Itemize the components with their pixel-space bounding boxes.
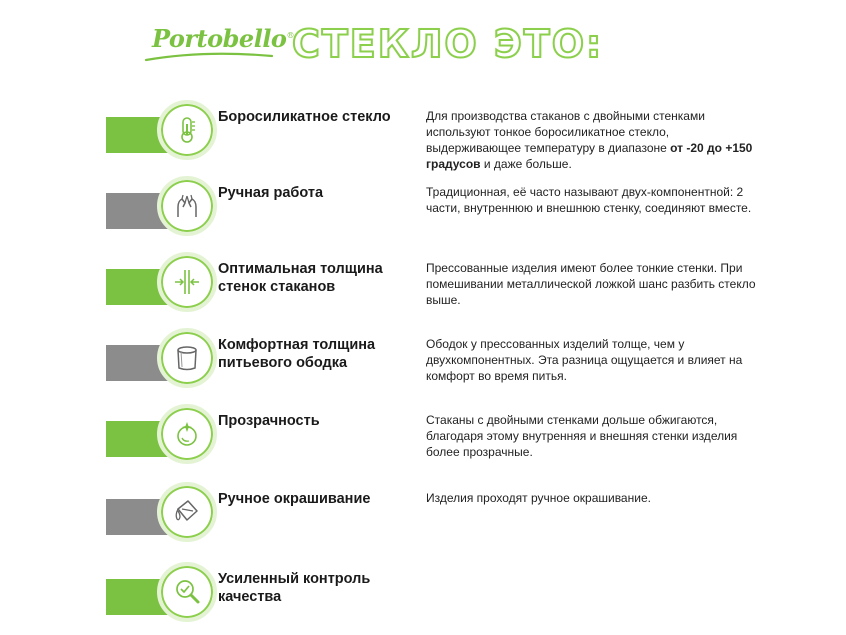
feature-row bbox=[0, 176, 846, 246]
hands-icon bbox=[172, 191, 202, 221]
header bbox=[0, 0, 846, 80]
icon-circle bbox=[157, 252, 217, 312]
brand-registered-mark: ® bbox=[286, 31, 294, 40]
brand-name: Portobello bbox=[152, 24, 287, 53]
row-title: Ручная работа bbox=[218, 185, 324, 201]
row-description: Стаканы с двойными стенками дольше обжигаются, благодаря этому внутренняя и внешняя стенки изделия более прозрачные. bbox=[426, 413, 738, 459]
feature-row bbox=[0, 328, 846, 398]
icon-circle bbox=[157, 482, 217, 542]
row-description: Традиционная, её часто называют двух-компонентной: 2 части, внутреннюю и внешнюю стенку, соединяют вместе. bbox=[426, 185, 752, 215]
feature-row bbox=[0, 252, 846, 322]
wall-thickness-icon bbox=[172, 267, 202, 297]
temperature-range: от -20 до +150 градусов bbox=[426, 141, 753, 171]
row-description: Прессованные изделия имеют более тонкие стенки. При помешивании металлической ложкой шанс разбить стекло выше. bbox=[426, 261, 756, 307]
icon-circle bbox=[157, 328, 217, 388]
row-description: Изделия проходят ручное окрашивание. bbox=[426, 491, 651, 505]
glass-rim-icon bbox=[172, 343, 202, 373]
row-title: Ручное окрашивание bbox=[218, 491, 371, 507]
icon-circle bbox=[157, 562, 217, 622]
row-title: Усиленный контроль качества bbox=[218, 571, 371, 605]
sparkle-glass-icon bbox=[172, 419, 202, 449]
brand-logo bbox=[152, 24, 294, 53]
icon-circle bbox=[157, 176, 217, 236]
thermometer-icon bbox=[172, 115, 202, 145]
page-title: СТЕКЛО ЭТО: bbox=[292, 22, 604, 66]
row-title: Прозрачность bbox=[218, 413, 320, 429]
row-title: Оптимальная толщина стенок стаканов bbox=[218, 261, 383, 295]
icon-circle bbox=[157, 100, 217, 160]
row-title: Боросиликатное стекло bbox=[218, 109, 391, 125]
feature-row bbox=[0, 562, 846, 632]
icon-circle bbox=[157, 404, 217, 464]
feature-row bbox=[0, 100, 846, 170]
row-description: Для производства стаканов с двойными стенками используют тонкое боросиликатное стекло, выдерживающее температуру в диапазоне от -20 до +150 градусов и даже больше. bbox=[426, 109, 753, 171]
row-title: Комфортная толщина питьевого ободка bbox=[218, 337, 376, 371]
feature-row bbox=[0, 404, 846, 474]
row-description: Ободок у прессованных изделий толще, чем у двухкомпонентных. Эта разница ощущается и влияет на комфорт во время питья. bbox=[426, 337, 743, 383]
paint-bucket-icon bbox=[172, 497, 202, 527]
magnifier-check-icon bbox=[172, 577, 202, 607]
feature-row bbox=[0, 482, 846, 552]
logo-swoosh-icon bbox=[144, 52, 274, 62]
